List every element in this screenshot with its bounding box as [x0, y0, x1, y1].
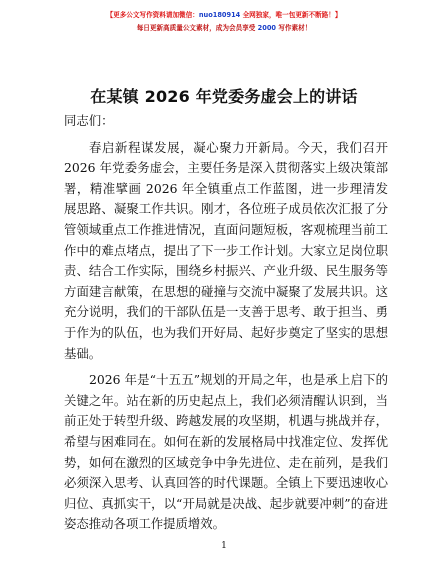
paragraph-2: 2026 年是“十五五”规划的开局之年，也是承上启下的关键之年。站在新的历史起点上，我们必须清醒认识到，当前正处于转型升级、跨越发展的攻坚期，机遇与挑战并存，希望与困难同在。如何在新的发展格局中找准定位、发挥优势，如何在激烈的区域竞争中争先进位、走在前列，是我们必须深入思考、认真回答的时代课题。全镇上下要迅速收心归位、真抓实干，以“开局就是决战、起步就要冲刺”的奋进姿态推动各项工作提质增效。	[64, 372, 388, 532]
promo-line-1: 【更多公文写作资料请加微信：nuo180914 全网独家，唯一包更新不断路！】	[106, 11, 342, 19]
paragraph-1: 春启新程谋发展，凝心聚力开新局。今天，我们召开 2026 年党委务虚会，主要任务是深入贯彻落实上级决策部署，精准擘画 2026 年全镇重点工作蓝图，进一步理清发展思路、凝聚工作共识。刚才，各位班子成员依次汇报了分管领域重点工作推进情况，直面问题短板，客观梳理当前工作中的难点堵点，提出了下一步工作计划。大家立足岗位职责、结合工作实际，围绕乡村振兴、产业升级、民生服务等方面建言献策，在思想的碰撞与交流中凝聚了发展共识。这充分说明，我们的干部队伍是一支善于思考、敢于担当、勇于作为的队伍，也为我们开好局、起好步奠定了坚实的思想基础。	[64, 139, 388, 361]
salutation: 同志们：	[64, 113, 114, 128]
promo-line-2: 每日更新高质量公文素材，成为会员享受 2000 写作素材！	[136, 24, 312, 32]
promo-banner	[0, 9, 448, 35]
material-count: 2000	[257, 24, 277, 32]
document-title: 在某镇 2026 年党委务虚会上的讲话	[90, 87, 358, 106]
page-number: 1	[221, 541, 227, 551]
document-body	[64, 111, 388, 535]
wechat-id: nuo180914	[198, 11, 241, 19]
